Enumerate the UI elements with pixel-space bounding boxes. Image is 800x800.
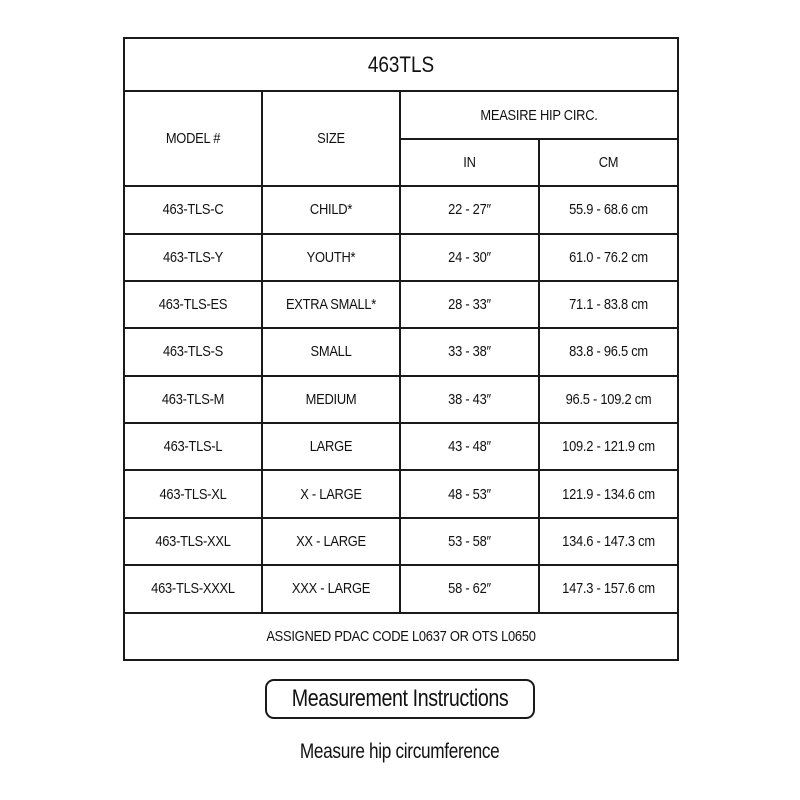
cm-cell: 121.9 - 134.6 cm	[549, 470, 669, 517]
in-cell: 33 - 38″	[410, 328, 530, 375]
model-cell: 463-TLS-S	[134, 328, 253, 375]
model-cell: 463-TLS-M	[134, 376, 253, 423]
size-cell: XX - LARGE	[272, 518, 391, 565]
header-in: IN	[410, 139, 530, 186]
table-row	[124, 470, 678, 517]
model-cell: 463-TLS-ES	[134, 281, 253, 328]
in-cell: 58 - 62″	[410, 565, 530, 612]
in-cell: 43 - 48″	[410, 423, 530, 470]
table-row	[124, 565, 678, 612]
size-cell: LARGE	[272, 423, 391, 470]
in-cell: 24 - 30″	[410, 234, 530, 281]
in-cell: 53 - 58″	[410, 518, 530, 565]
pdac-code-note: ASSIGNED PDAC CODE L0637 OR OTS L0650	[163, 613, 639, 660]
header-row	[124, 91, 678, 138]
size-cell: X - LARGE	[272, 470, 391, 517]
instructions-text: Measure hip circumference	[300, 740, 500, 763]
size-chart-table	[123, 37, 679, 661]
in-cell: 28 - 33″	[410, 281, 530, 328]
model-cell: 463-TLS-L	[134, 423, 253, 470]
table-title: 463TLS	[163, 38, 639, 91]
model-cell: 463-TLS-XXXL	[134, 565, 253, 612]
in-cell: 22 - 27″	[410, 186, 530, 233]
in-cell: 48 - 53″	[410, 470, 530, 517]
table-row	[124, 518, 678, 565]
cm-cell: 55.9 - 68.6 cm	[549, 186, 669, 233]
size-cell: EXTRA SMALL*	[272, 281, 391, 328]
size-cell: SMALL	[272, 328, 391, 375]
size-cell: MEDIUM	[272, 376, 391, 423]
in-cell: 38 - 43″	[410, 376, 530, 423]
table-row	[124, 376, 678, 423]
table-row	[124, 234, 678, 281]
header-cm: CM	[549, 139, 669, 186]
cm-cell: 134.6 - 147.3 cm	[549, 518, 669, 565]
instructions-heading: Measurement Instructions	[265, 679, 535, 719]
cm-cell: 71.1 - 83.8 cm	[549, 281, 669, 328]
footer-row	[124, 613, 678, 660]
table-row	[124, 328, 678, 375]
cm-cell: 83.8 - 96.5 cm	[549, 328, 669, 375]
table-row	[124, 186, 678, 233]
model-cell: 463-TLS-Y	[134, 234, 253, 281]
cm-cell: 109.2 - 121.9 cm	[549, 423, 669, 470]
header-size: SIZE	[272, 91, 391, 186]
title-row	[124, 38, 678, 91]
size-cell: YOUTH*	[272, 234, 391, 281]
model-cell: 463-TLS-XXL	[134, 518, 253, 565]
cm-cell: 147.3 - 157.6 cm	[549, 565, 669, 612]
model-cell: 463-TLS-C	[134, 186, 253, 233]
size-cell: XXX - LARGE	[272, 565, 391, 612]
header-measure: MEASIRE HIP CIRC.	[419, 91, 658, 138]
header-model: MODEL #	[134, 91, 253, 186]
table-row	[124, 423, 678, 470]
cm-cell: 61.0 - 76.2 cm	[549, 234, 669, 281]
table-row	[124, 281, 678, 328]
cm-cell: 96.5 - 109.2 cm	[549, 376, 669, 423]
size-cell: CHILD*	[272, 186, 391, 233]
model-cell: 463-TLS-XL	[134, 470, 253, 517]
